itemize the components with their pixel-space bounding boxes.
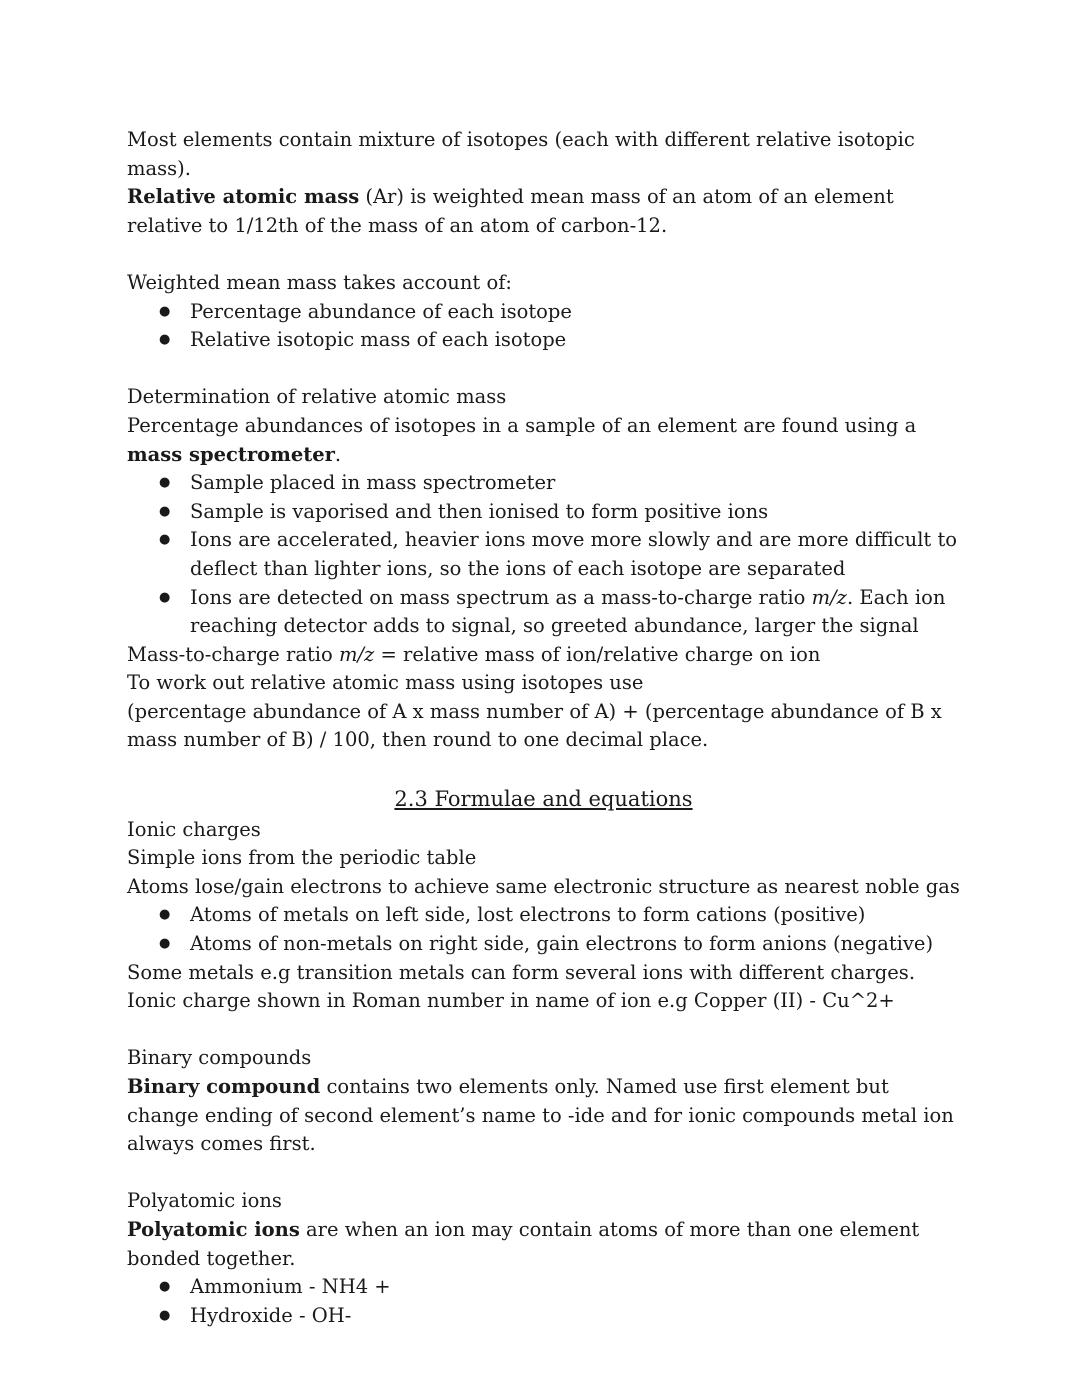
binary-compound-text: contains two elements only. Named use first element but change ending of second element’s name to -ide and for ionic compounds metal ion always comes first. xyxy=(127,1075,954,1156)
list-item: ● Percentage abundance of each isotope xyxy=(127,298,960,327)
ratio-text: = relative mass of ion/relative charge on ion xyxy=(374,642,821,666)
ionic-charges-list xyxy=(127,901,960,958)
ionic-charges-intro: Atoms lose/gain electrons to achieve same electronic structure as nearest noble gas xyxy=(127,874,960,898)
list-item xyxy=(127,584,960,641)
calculation-intro: To work out relative atomic mass using isotopes use xyxy=(127,671,644,695)
spacer xyxy=(127,1016,960,1045)
mass-to-charge-definition xyxy=(127,641,960,670)
list-item: ● Sample is vaporised and then ionised to form positive ions xyxy=(127,498,960,527)
section-title: 2.3 Formulae and equations xyxy=(394,787,693,812)
binary-compound-term: Binary compound xyxy=(127,1075,321,1098)
determination-heading: Determination of relative atomic mass xyxy=(127,385,507,409)
list-item: ● Relative isotopic mass of each isotope xyxy=(127,326,960,355)
calculation-formula: (percentage abundance of A x mass number of A) + (percentage abundance of B x mass number of B) / 100, then round to one decimal place. xyxy=(127,699,942,752)
determination-intro-text: Percentage abundances of isotopes in a sample of an element are found using a xyxy=(127,413,917,437)
spacer xyxy=(127,1159,960,1188)
ionic-charges-heading: Ionic charges xyxy=(127,817,261,841)
step-text: Ions are detected on mass spectrum as a mass-to-charge ratio xyxy=(190,585,812,609)
weighted-mean-list xyxy=(127,298,960,355)
ionic-charges-note: Some metals e.g transition metals can form several ions with different charges. Ionic charge shown in Roman number in name of ion e.g Copper (II) - Cu^2+ xyxy=(127,960,916,1013)
relative-atomic-mass-definition xyxy=(127,183,960,240)
binary-compound-definition xyxy=(127,1073,960,1159)
polyatomic-ions-list xyxy=(127,1273,960,1330)
list-item: ● Atoms of metals on left side, lost electrons to form cations (positive) xyxy=(127,901,960,930)
relative-atomic-mass-text: (Ar) is weighted mean mass of an atom of an element relative to 1/12th of the mass of an atom of carbon-12. xyxy=(127,185,894,237)
list-item: ● Atoms of non-metals on right side, gain electrons to form anions (negative) xyxy=(127,930,960,959)
mass-spectrometer-steps xyxy=(127,469,960,641)
list-item: ● Hydroxide - OH- xyxy=(127,1302,960,1331)
isotopes-intro: Most elements contain mixture of isotopes (each with different relative isotopic mass). xyxy=(127,128,915,180)
mass-spectrometer-term: mass spectrometer xyxy=(127,442,335,466)
spacer xyxy=(127,355,960,384)
polyatomic-ions-heading: Polyatomic ions xyxy=(127,1189,282,1213)
determination-intro-end: . xyxy=(334,442,342,466)
list-item: ● Sample placed in mass spectrometer xyxy=(127,469,960,498)
determination-intro xyxy=(127,412,960,469)
binary-compounds-heading: Binary compounds xyxy=(127,1046,312,1070)
ratio-text: Mass-to-charge ratio xyxy=(127,642,339,666)
mz-symbol: m/z xyxy=(811,585,847,609)
relative-atomic-mass-term: Relative atomic mass xyxy=(127,185,360,209)
list-item: ● Ions are accelerated, heavier ions move more slowly and are more difficult to deflect than lighter ions, so the ions of each isotope are separated xyxy=(127,526,960,583)
polyatomic-ions-text: are when an ion may contain atoms of more than one element bonded together. xyxy=(127,1217,920,1270)
spacer xyxy=(127,240,960,269)
polyatomic-ions-definition xyxy=(127,1216,960,1273)
polyatomic-ions-term: Polyatomic ions xyxy=(127,1217,300,1241)
list-item: ● Ammonium - NH4 + xyxy=(127,1273,960,1302)
ionic-charges-subheading: Simple ions from the periodic table xyxy=(127,846,477,870)
weighted-mean-intro: Weighted mean mass takes account of: xyxy=(127,270,512,294)
step-text: . Each ion reaching detector adds to signal, so greeted abundance, larger the signal xyxy=(190,585,946,638)
mz-symbol: m/z xyxy=(338,642,375,666)
